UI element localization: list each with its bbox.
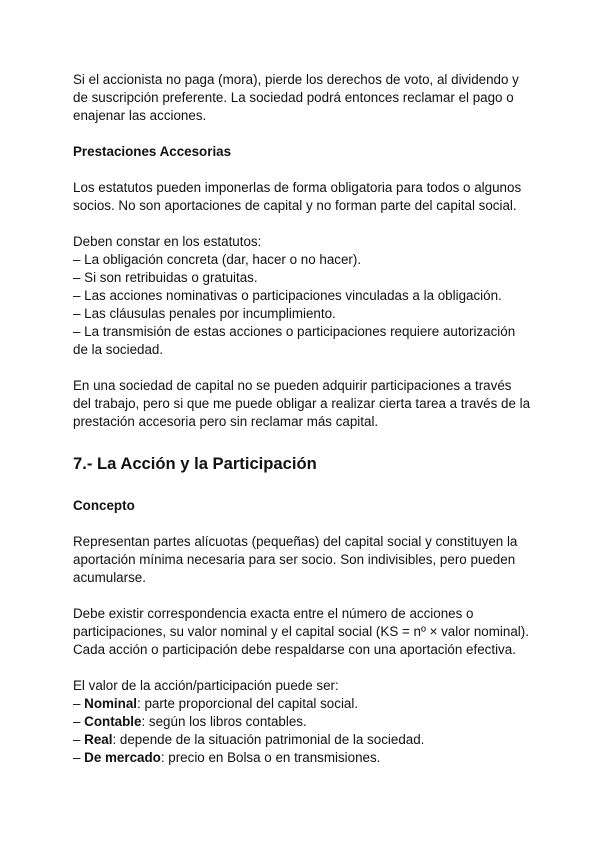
paragraph-estatutos: Los estatutos pueden imponerlas de forma obligatoria para todos o algunos socios. No son aportaciones de capital y no forman parte del capital social.: [73, 180, 522, 213]
list-item: – Real: depende de la situación patrimonial de la sociedad.: [73, 732, 425, 747]
list-item: – Nominal: parte proporcional del capital social.: [73, 696, 359, 711]
heading-concepto: Concepto: [73, 498, 135, 513]
term-contable: Contable: [84, 714, 142, 729]
paragraph-mora: Si el accionista no paga (mora), pierde los derechos de voto, al dividendo y de suscripción preferente. La sociedad podrá entonces reclamar el pago o enajenar las acciones.: [73, 72, 519, 123]
paragraph-trabajo: En una sociedad de capital no se pueden adquirir participaciones a través del trabajo, pero si que me puede obligar a realizar cierta tarea a través de la prestación accesoria pero sin reclamar más capital.: [73, 378, 531, 429]
term-real: Real: [84, 732, 113, 747]
document-body: [73, 71, 533, 767]
list-valor: [73, 677, 533, 767]
term-de-mercado: De mercado: [84, 750, 161, 765]
term-nominal: Nominal: [84, 696, 137, 711]
list-intro: Deben constar en los estatutos:: [73, 234, 262, 249]
paragraph-correspondencia: Debe existir correspondencia exacta entre el número de acciones o participaciones, su valor nominal y el capital social (KS = nº × valor nominal). Cada acción o participación debe respaldarse con una aportación efectiva.: [73, 606, 529, 657]
heading-section-7: 7.- La Acción y la Participación: [73, 454, 317, 473]
list-item: – Las acciones nominativas o participaciones vinculadas a la obligación.: [73, 288, 502, 303]
heading-prestaciones-accesorias: Prestaciones Accesorias: [73, 144, 232, 159]
paragraph-representan: Representan partes alícuotas (pequeñas) del capital social y constituyen la aportación mínima necesaria para ser socio. Son indivisibles, pero pueden acumularse.: [73, 534, 518, 585]
list-constar: [73, 233, 533, 359]
list-item: – Contable: según los libros contables.: [73, 714, 307, 729]
list-item: – De mercado: precio en Bolsa o en transmisiones.: [73, 750, 381, 765]
list-item: – Las cláusulas penales por incumplimiento.: [73, 306, 336, 321]
list-item: – La obligación concreta (dar, hacer o no hacer).: [73, 252, 362, 267]
list-item: – La transmisión de estas acciones o participaciones requiere autorización de la sociedad.: [73, 324, 516, 357]
list-intro: El valor de la acción/participación puede ser:: [73, 678, 339, 693]
list-item: – Si son retribuidas o gratuitas.: [73, 270, 258, 285]
